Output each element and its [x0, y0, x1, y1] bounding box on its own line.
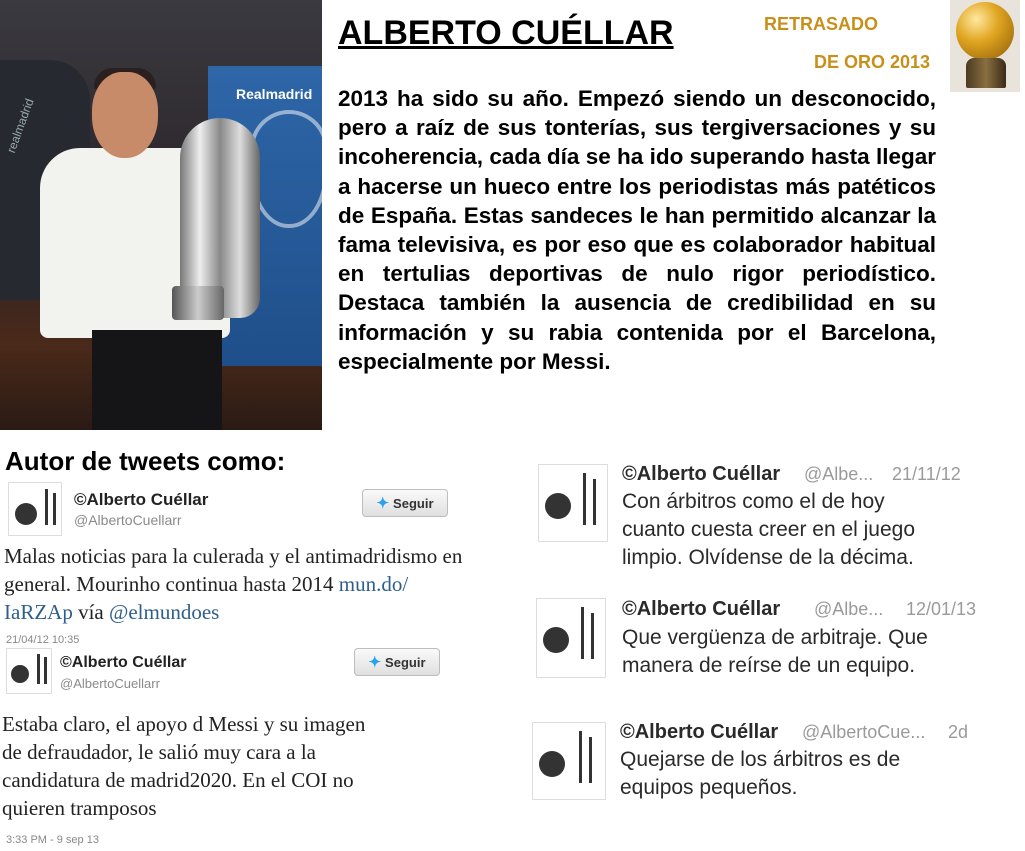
- avatar[interactable]: [532, 722, 606, 800]
- twitter-bird-icon: ✦: [376, 495, 390, 512]
- tweet-date[interactable]: 21/11/12: [892, 464, 961, 484]
- avatar[interactable]: [536, 598, 606, 678]
- banner-text: Realmadrid: [236, 86, 313, 102]
- follow-button[interactable]: [362, 489, 448, 517]
- golden-ball-trophy-icon: [950, 0, 1020, 92]
- award-line-2: DE ORO 2013: [814, 52, 931, 72]
- tweet-author-handle[interactable]: @Albe...: [814, 599, 884, 619]
- golden-ball-stand: [966, 58, 1006, 88]
- tweet-author-name[interactable]: ©Alberto Cuéllar: [620, 721, 779, 743]
- tweet-timestamp[interactable]: 21/04/12 10:35: [6, 634, 80, 646]
- avatar[interactable]: [8, 482, 62, 536]
- tweet-line: Con árbitros como el de hoy: [622, 490, 885, 513]
- tweet-line: limpio. Olvídense de la décima.: [622, 546, 914, 569]
- golden-ball-sphere: [956, 2, 1014, 60]
- head: [92, 72, 158, 158]
- tweets-heading: Autor de tweets como:: [5, 446, 286, 476]
- tweet-text-span: general. Mourinho continua hasta 2014: [4, 572, 339, 596]
- banner-crest: [250, 110, 322, 228]
- tweet-author-name[interactable]: ©Alberto Cuéllar: [622, 463, 781, 485]
- tweet-line: manera de reírse de un equipo.: [622, 654, 916, 677]
- tweet-line: [4, 570, 534, 598]
- dark-pants: [92, 330, 222, 430]
- tweet-line: quieren tramposos: [2, 796, 157, 820]
- tweet-line: equipos pequeños.: [620, 776, 798, 799]
- tweet-author-name[interactable]: ©Alberto Cuéllar: [622, 598, 781, 620]
- follow-label: Seguir: [393, 495, 434, 511]
- tweet-author-name[interactable]: ©Alberto Cuéllar: [74, 490, 209, 509]
- follow-label: Seguir: [385, 654, 426, 670]
- tweet-link[interactable]: IaRZAp: [4, 600, 73, 624]
- tweet-line: Que vergüenza de arbitraje. Que: [622, 626, 928, 649]
- tweet-line: candidatura de madrid2020. En el COI no: [2, 768, 354, 792]
- tweet-line: Estaba claro, el apoyo d Messi y su imagen: [2, 712, 366, 736]
- tweet-text: [2, 710, 442, 822]
- tweet-text: [4, 542, 534, 626]
- description-text: 2013 ha sido su año. Empezó siendo un desconocido, pero a raíz de sus tonterías, sus tergiversaciones y su incoherencia, cada día se ha ido superando hasta llegar a hacerse un hueco entre los periodistas más patéticos de España. Estas sandeces le han permitido alcanzar la fama televisiva, es por eso que es colaborador habitual en tertulias deportivas de nulo rigor periodístico. Destaca también la ausencia de credibilidad en su información y su rabia contenida por el Barcelona, especialmente por Messi.: [338, 86, 936, 374]
- tweet-line: de defraudador, le salió muy cara a la: [2, 740, 317, 764]
- tweet-text: [622, 488, 1002, 572]
- tweet-date[interactable]: 12/01/13: [906, 599, 977, 619]
- follow-button[interactable]: [354, 648, 440, 676]
- tweet-line: [4, 598, 534, 626]
- tweet-line: Quejarse de los árbitros es de: [620, 748, 901, 771]
- trophy-base: [172, 286, 224, 320]
- tweet-timestamp[interactable]: 3:33 PM - 9 sep 13: [6, 834, 99, 846]
- journalist-photo: [0, 0, 322, 430]
- tweet-author-handle[interactable]: @AlbertoCuellarr: [60, 676, 160, 691]
- twitter-bird-icon: ✦: [368, 654, 382, 671]
- tweet-line: Malas noticias para la culerada y el antimadridismo en: [4, 544, 463, 568]
- tweet-line: cuanto cuesta creer en el juego: [622, 518, 916, 541]
- avatar[interactable]: [538, 464, 608, 542]
- tweet-text: [622, 624, 1002, 680]
- tweet-text-span: vía: [72, 600, 109, 624]
- tweet-author-handle[interactable]: @Albe...: [804, 464, 874, 484]
- tweet-author-handle[interactable]: @AlbertoCue...: [802, 722, 926, 742]
- tweet-mention[interactable]: @elmundoes: [108, 600, 220, 624]
- tweet-author-handle[interactable]: @AlbertoCuellarr: [74, 512, 182, 528]
- tweet-date[interactable]: 2d: [948, 722, 969, 742]
- page-title: ALBERTO CUÉLLAR: [338, 14, 674, 52]
- avatar[interactable]: [6, 648, 52, 694]
- tweet-author-name[interactable]: ©Alberto Cuéllar: [60, 654, 187, 671]
- wall-text: realmadrid: [4, 96, 37, 155]
- tweet-link[interactable]: mun.do/: [338, 572, 409, 596]
- award-line-1: RETRASADO: [764, 14, 879, 34]
- tweet-text: [620, 746, 1000, 802]
